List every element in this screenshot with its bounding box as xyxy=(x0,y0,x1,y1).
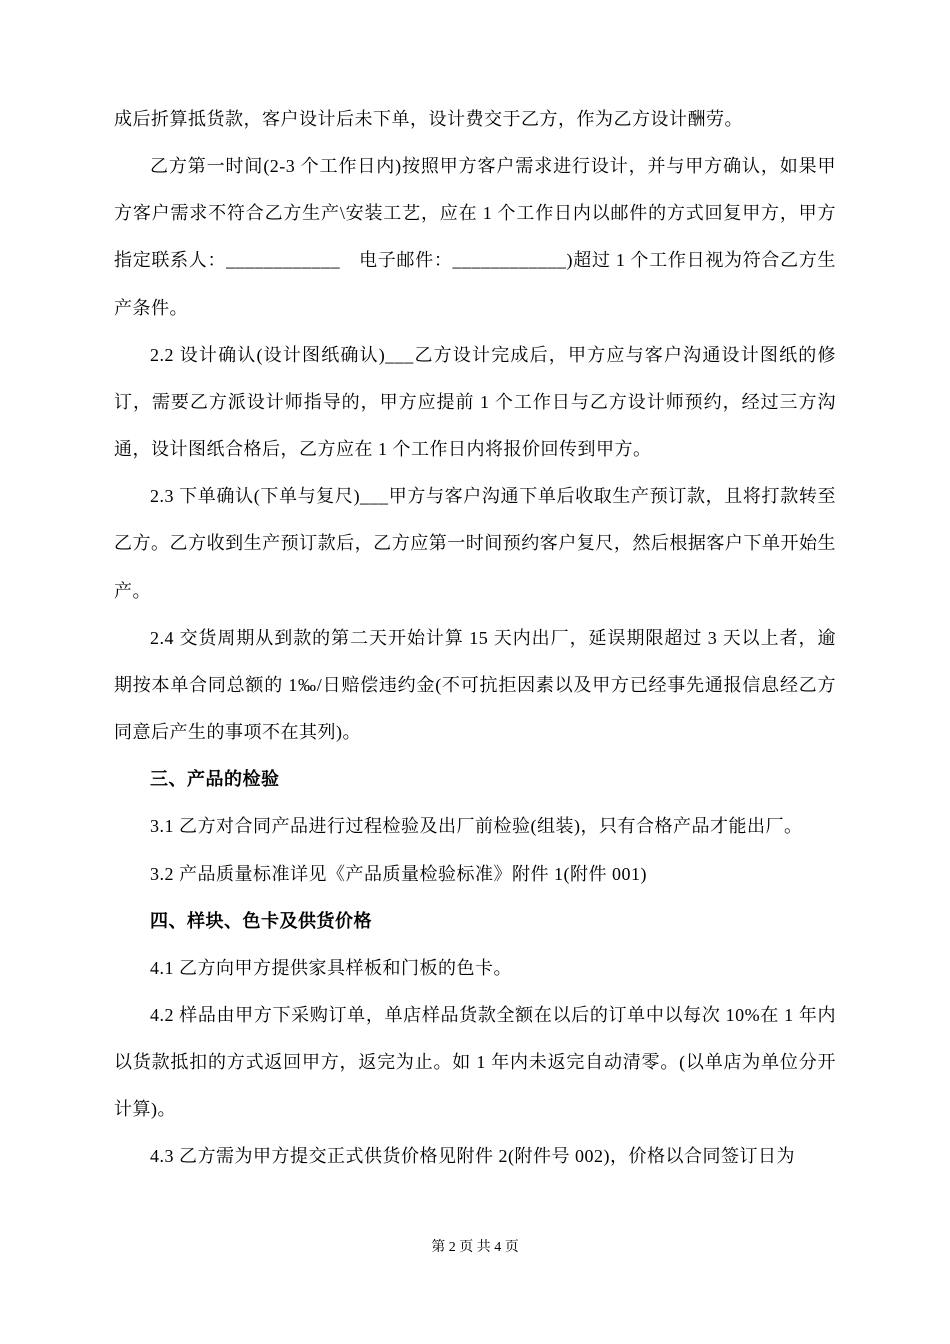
paragraph: 4.2 样品由甲方下采购订单，单店样品货款全额在以后的订单中以每次 10%在 1 年内以货款抵扣的方式返回甲方，返完为止。如 1 年内未返完自动清零。(以单店为单位分开计算)。 xyxy=(114,1004,836,1120)
paragraph: 2.4 交货周期从到款的第二天开始计算 15 天内出厂，延误期限超过 3 天以上者，逾期按本单合同总额的 1‰/日赔偿违约金(不可抗拒因素以及甲方已经事先通报信息经乙方同意后产生的事项不在其列)。 xyxy=(114,627,836,743)
document-content xyxy=(114,96,836,1181)
paragraph: 3.2 产品质量标准详见《产品质量检验标准》附件 1(附件 001) xyxy=(150,863,647,884)
paragraph: 2.3 下单确认(下单与复尺)___甲方与客户沟通下单后收取生产预订款，且将打款转至乙方。乙方收到生产预订款后，乙方应第一时间预约客户复尺，然后根据客户下单开始生产。 xyxy=(114,486,836,601)
paragraph: 成后折算抵货款，客户设计后未下单，设计费交于乙方，作为乙方设计酬劳。 xyxy=(114,109,743,129)
page-footer xyxy=(0,1236,950,1256)
page-number-text: 第 2 页 共 4 页 xyxy=(431,1240,519,1255)
paragraph: 2.2 设计确认(设计图纸确认)___乙方设计完成后，甲方应与客户沟通设计图纸的修订，需要乙方派设计师指导的，甲方应提前 1 个工作日与乙方设计师预约，经过三方沟通，设计图纸合格后，乙方应在 1 个工作日内将报价回传到甲方。 xyxy=(114,344,836,460)
paragraph: 3.1 乙方对合同产品进行过程检验及出厂前检验(组装)，只有合格产品才能出厂。 xyxy=(150,816,803,837)
paragraph: 4.3 乙方需为甲方提交正式供货价格见附件 2(附件号 002)，价格以合同签订日为 xyxy=(150,1146,795,1167)
section-heading: 四、样块、色卡及供货价格 xyxy=(150,910,372,931)
paragraph: 乙方第一时间(2-3 个工作日内)按照甲方客户需求进行设计，并与甲方确认，如果甲方客户需求不符合乙方生产\安装工艺，应在 1 个工作日内以邮件的方式回复甲方，甲方指定联系人：____________ 电子邮件：____________)超过 1 个工作日视为符合乙方生产条件。 xyxy=(114,156,836,318)
paragraph: 4.1 乙方向甲方提供家具样板和门板的色卡。 xyxy=(150,957,512,978)
section-heading: 三、产品的检验 xyxy=(150,769,280,790)
